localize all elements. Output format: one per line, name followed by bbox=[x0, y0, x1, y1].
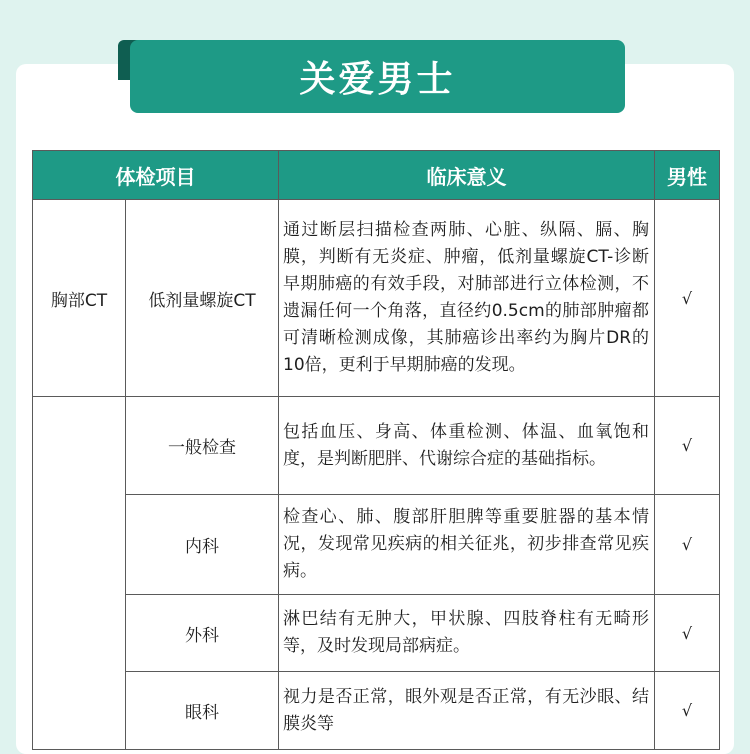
item-cell: 一般检查 bbox=[126, 397, 279, 495]
table-header-row bbox=[33, 151, 720, 200]
table-row bbox=[33, 495, 720, 595]
meaning-cell: 包括血压、身高、体重检测、体温、血氧饱和度，是判断肥胖、代谢综合症的基础指标。 bbox=[279, 397, 655, 495]
table-row bbox=[33, 595, 720, 672]
category-cell bbox=[33, 397, 126, 750]
category-cell: 胸部CT bbox=[33, 200, 126, 397]
table-row bbox=[33, 200, 720, 397]
male-check: √ bbox=[655, 595, 720, 672]
table-row bbox=[33, 397, 720, 495]
item-cell: 外科 bbox=[126, 595, 279, 672]
item-cell: 低剂量螺旋CT bbox=[126, 200, 279, 397]
male-check: √ bbox=[655, 200, 720, 397]
meaning-cell: 视力是否正常，眼外观是否正常，有无沙眼、结膜炎等 bbox=[279, 672, 655, 750]
meaning-cell: 检查心、肺、腹部肝胆脾等重要脏器的基本情况，发现常见疾病的相关征兆，初步排查常见疾病。 bbox=[279, 495, 655, 595]
male-check: √ bbox=[655, 672, 720, 750]
item-cell: 眼科 bbox=[126, 672, 279, 750]
table-row bbox=[33, 672, 720, 750]
header-meaning: 临床意义 bbox=[279, 151, 655, 200]
male-check: √ bbox=[655, 495, 720, 595]
meaning-cell: 淋巴结有无肿大，甲状腺、四肢脊柱有无畸形等，及时发现局部病症。 bbox=[279, 595, 655, 672]
item-cell: 内科 bbox=[126, 495, 279, 595]
meaning-cell: 通过断层扫描检查两肺、心脏、纵隔、膈、胸膜，判断有无炎症、肿瘤，低剂量螺旋CT-诊断早期肺癌的有效手段，对肺部进行立体检测，不遗漏任何一个角落，直径约0.5cm的肺部肿瘤都可清晰检测成像，其肺癌诊出率约为胸片DR的10倍，更利于早期肺癌的发现。 bbox=[279, 200, 655, 397]
header-gender: 男性 bbox=[655, 151, 720, 200]
checkup-table bbox=[32, 150, 720, 750]
male-check: √ bbox=[655, 397, 720, 495]
header-item: 体检项目 bbox=[33, 151, 279, 200]
page-title: 关爱男士 bbox=[130, 40, 625, 113]
